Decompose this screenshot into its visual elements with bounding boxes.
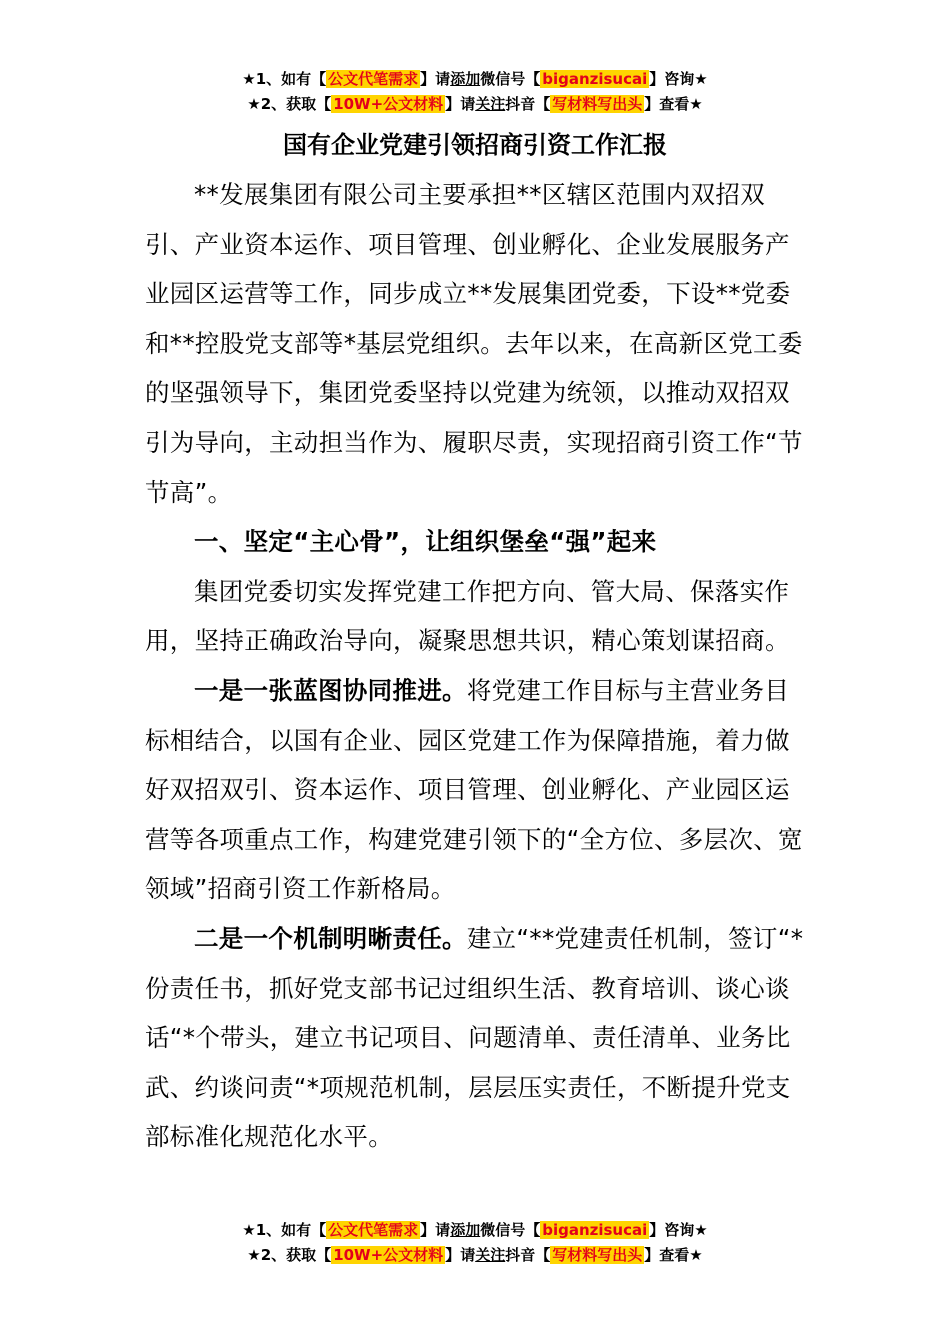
promo-underline: 添加: [450, 70, 481, 88]
promo-text: 抖音【: [505, 95, 551, 113]
promo-text: 】查看★: [644, 1246, 703, 1264]
document-body: [145, 170, 810, 1162]
promo-highlight: biganzisucai: [542, 70, 648, 88]
promo-text: 】查看★: [644, 95, 703, 113]
promo-underline: 关注: [475, 95, 506, 113]
promo-highlight: 公文代笔需求: [328, 70, 419, 88]
promo-highlight: 写材料写出头: [552, 1246, 643, 1264]
promo-text: 】请: [445, 1246, 476, 1264]
promo-text: ★1、如有【: [242, 70, 327, 88]
point-lead-2: 二是一个机制明晰责任。: [194, 923, 467, 953]
promo-highlight: 10W+公文材料: [333, 1246, 444, 1264]
promo-text: 抖音【: [505, 1246, 551, 1264]
promo-highlight: 10W+公文材料: [333, 95, 444, 113]
promo-highlight: biganzisucai: [542, 1221, 648, 1239]
section-paragraph: 集团党委切实发挥党建工作把方向、管大局、保落实作用，坚持正确政治导向，凝聚思想共识，精心策划谋招商。: [145, 576, 790, 656]
promo-text: 】请: [420, 70, 451, 88]
promo-text: 】请: [445, 95, 476, 113]
promo-text: ★2、获取【: [247, 1246, 332, 1264]
promo-underline: 关注: [475, 1246, 506, 1264]
point-paragraph-2: [145, 914, 810, 1162]
promo-text: 微信号【: [480, 1221, 541, 1239]
promo-text: 】请: [420, 1221, 451, 1239]
promo-underline: 添加: [450, 1221, 481, 1239]
promo-text: 】咨询★: [649, 1221, 708, 1239]
promo-text: 】咨询★: [649, 70, 708, 88]
promo-highlight: 写材料写出头: [552, 95, 643, 113]
point-text-1: 将党建工作目标与主营业务目标相结合，以国有企业、园区党建工作为保障措施，着力做好双招双引、资本运作、项目管理、创业孵化、产业园区运营等各项重点工作，构建党建引领下的“全方位、多层次、宽领域”招商引资工作新格局。: [145, 675, 803, 904]
document-title: 国有企业党建引领招商引资工作汇报: [283, 131, 667, 159]
point-paragraph-1: [145, 666, 810, 914]
promo-line-2-bottom: [0, 1244, 950, 1266]
promo-line-1-bottom: [0, 1219, 950, 1241]
point-text-2: 建立“**党建责任机制，签订“*份责任书，抓好党支部书记过组织生活、教育培训、谈心谈话“*个带头，建立书记项目、问题清单、责任清单、业务比武、约谈问责“*项规范机制，层层压实责任，不断提升党支部标准化规范化水平。: [145, 923, 804, 1152]
point-lead-1: 一是一张蓝图协同推进。: [194, 675, 467, 705]
promo-highlight: 公文代笔需求: [328, 1221, 419, 1239]
promo-line-2-top: [0, 93, 950, 115]
section-heading: 一、坚定“主心骨”，让组织堡垒“强”起来: [194, 527, 657, 557]
promo-line-1-top: [0, 68, 950, 90]
promo-text: 微信号【: [480, 70, 541, 88]
promo-text: ★2、获取【: [247, 95, 332, 113]
promo-text: ★1、如有【: [242, 1221, 327, 1239]
intro-paragraph: **发展集团有限公司主要承担**区辖区范围内双招双引、产业资本运作、项目管理、创业孵化、企业发展服务产业园区运营等工作，同步成立**发展集团党委，下设**党委和**控股党支部等*基层党组织。去年以来，在高新区党工委的坚强领导下，集团党委坚持以党建为统领，以推动双招双引为导向，主动担当作为、履职尽责，实现招商引资工作“节节高”。: [145, 180, 803, 507]
